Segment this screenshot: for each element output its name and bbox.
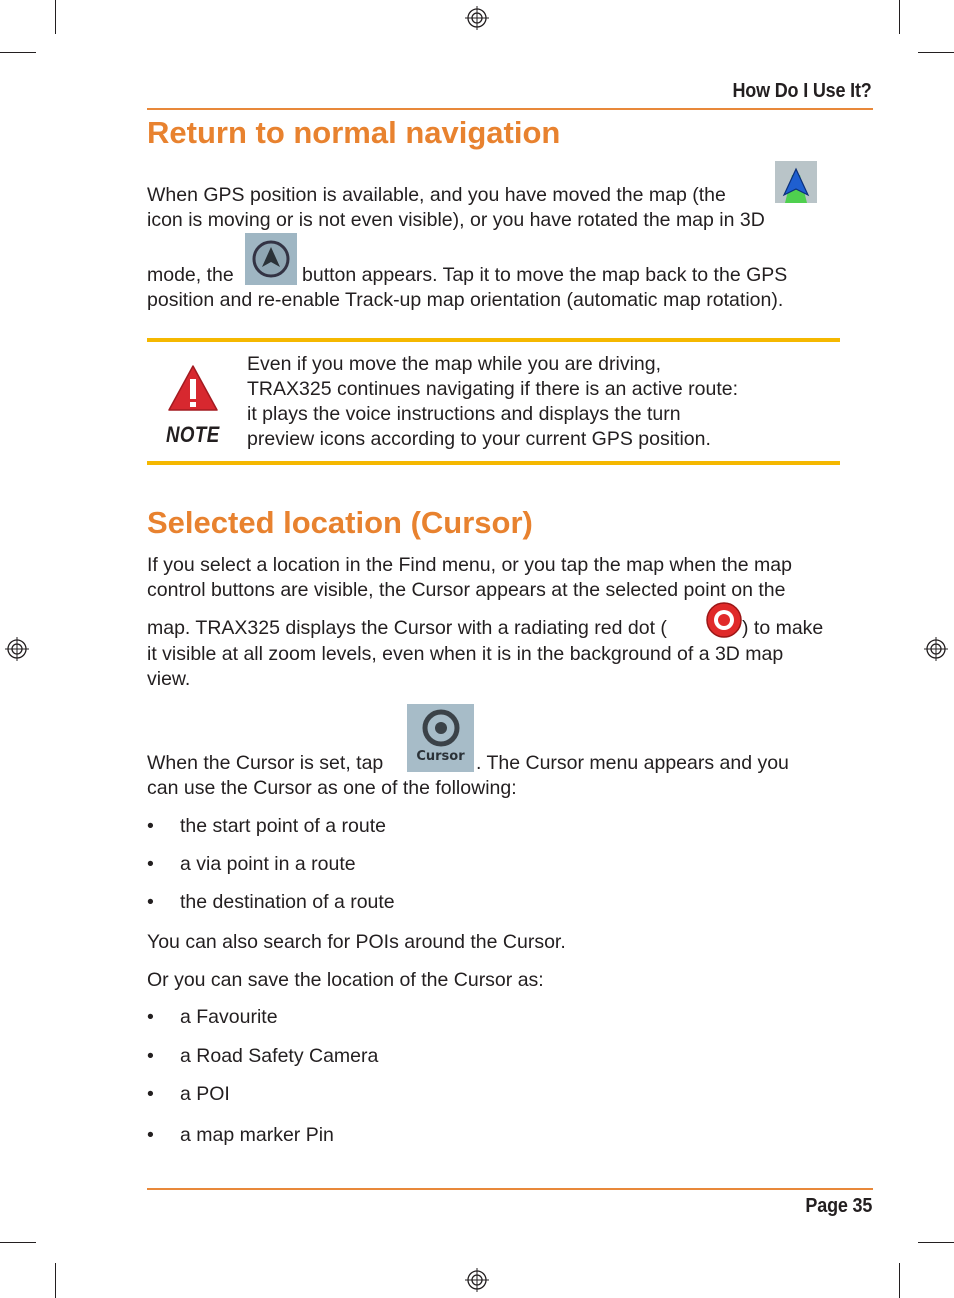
crop-mark — [55, 0, 56, 34]
paragraph-line: ) to make — [742, 617, 824, 639]
bullet-marker: • — [147, 815, 154, 837]
crop-mark — [55, 1263, 56, 1298]
registration-mark-icon — [464, 1267, 490, 1293]
footer-rule — [147, 1188, 873, 1190]
cursor-button-label: Cursor — [416, 749, 465, 764]
paragraph-text: icon is moving or is not even visible), or you have rotated the map in 3D — [147, 209, 765, 231]
section-title-selected-location: Selected location (Cursor) — [147, 505, 533, 540]
bullet-marker: • — [147, 1045, 154, 1067]
crop-mark — [899, 0, 900, 34]
crop-mark — [899, 1263, 900, 1298]
crop-mark — [0, 52, 36, 53]
list-item-text: a via point in a route — [180, 853, 356, 875]
note-label: NOTE — [166, 422, 220, 447]
crop-mark — [918, 1242, 954, 1243]
cursor-button-icon — [407, 704, 474, 772]
paragraph-line: map. TRAX325 displays the Cursor with a radiating red dot ( — [147, 617, 667, 639]
registration-mark-icon — [923, 636, 949, 662]
registration-mark-icon — [4, 636, 30, 662]
bullet-marker: • — [147, 891, 154, 913]
note-line: preview icons according to your current GPS position. — [247, 428, 711, 450]
crop-mark — [918, 52, 954, 53]
section-title-return-navigation: Return to normal navigation — [147, 115, 561, 150]
bullet-marker: • — [147, 1006, 154, 1028]
bullet-marker: • — [147, 1124, 154, 1146]
crop-mark — [0, 1242, 36, 1243]
list-item-text: a Road Safety Camera — [180, 1045, 379, 1067]
list-item-text: the destination of a route — [180, 891, 395, 913]
gps-arrow-icon — [775, 161, 817, 203]
list-item-text: a map marker Pin — [180, 1124, 334, 1146]
follow-gps-button-icon — [245, 233, 297, 285]
running-header: How Do I Use It? — [732, 80, 872, 102]
paragraph-line — [302, 263, 787, 288]
paragraph-text: position and re-enable Track-up map orientation (automatic map rotation). — [147, 289, 784, 311]
paragraph-line: Or you can save the location of the Cursor as: — [147, 969, 544, 991]
paragraph-line — [147, 183, 726, 208]
header-rule — [147, 108, 873, 110]
bullet-marker: • — [147, 853, 154, 875]
paragraph-text: mode, the — [147, 264, 234, 286]
paragraph-line: view. — [147, 668, 191, 690]
paragraph-line: When the Cursor is set, tap — [147, 752, 384, 774]
paragraph-line: control buttons are visible, the Cursor appears at the selected point on the — [147, 579, 786, 601]
paragraph-line: it visible at all zoom levels, even when it is in the background of a 3D map — [147, 643, 784, 665]
note-top-bar — [147, 338, 840, 342]
list-item-text: a Favourite — [180, 1006, 278, 1028]
note-line: TRAX325 continues navigating if there is an active route: — [247, 378, 739, 400]
paragraph-line — [147, 208, 765, 233]
paragraph-line: . The Cursor menu appears and you — [476, 752, 789, 774]
note-line: Even if you move the map while you are driving, — [247, 353, 662, 375]
paragraph-line: If you select a location in the Find menu, or you tap the map when the map — [147, 554, 792, 576]
paragraph-line — [147, 288, 783, 313]
list-item-text: a POI — [180, 1083, 230, 1105]
red-dot-cursor-icon — [705, 601, 743, 639]
paragraph-line: You can also search for POIs around the Cursor. — [147, 931, 566, 953]
note-line: it plays the voice instructions and displays the turn — [247, 403, 681, 425]
bullet-marker: • — [147, 1083, 154, 1105]
paragraph-line: can use the Cursor as one of the following: — [147, 777, 517, 799]
paragraph-line — [147, 263, 234, 288]
warning-icon — [167, 364, 219, 414]
crosshair-icon — [421, 708, 461, 748]
registration-mark-icon — [464, 5, 490, 31]
paragraph-text: button appears. Tap it to move the map back to the GPS — [302, 264, 788, 286]
paragraph-text: When GPS position is available, and you have moved the map (the — [147, 184, 726, 206]
page-number: Page 35 — [805, 1195, 872, 1217]
list-item-text: the start point of a route — [180, 815, 386, 837]
note-bottom-bar — [147, 461, 840, 465]
